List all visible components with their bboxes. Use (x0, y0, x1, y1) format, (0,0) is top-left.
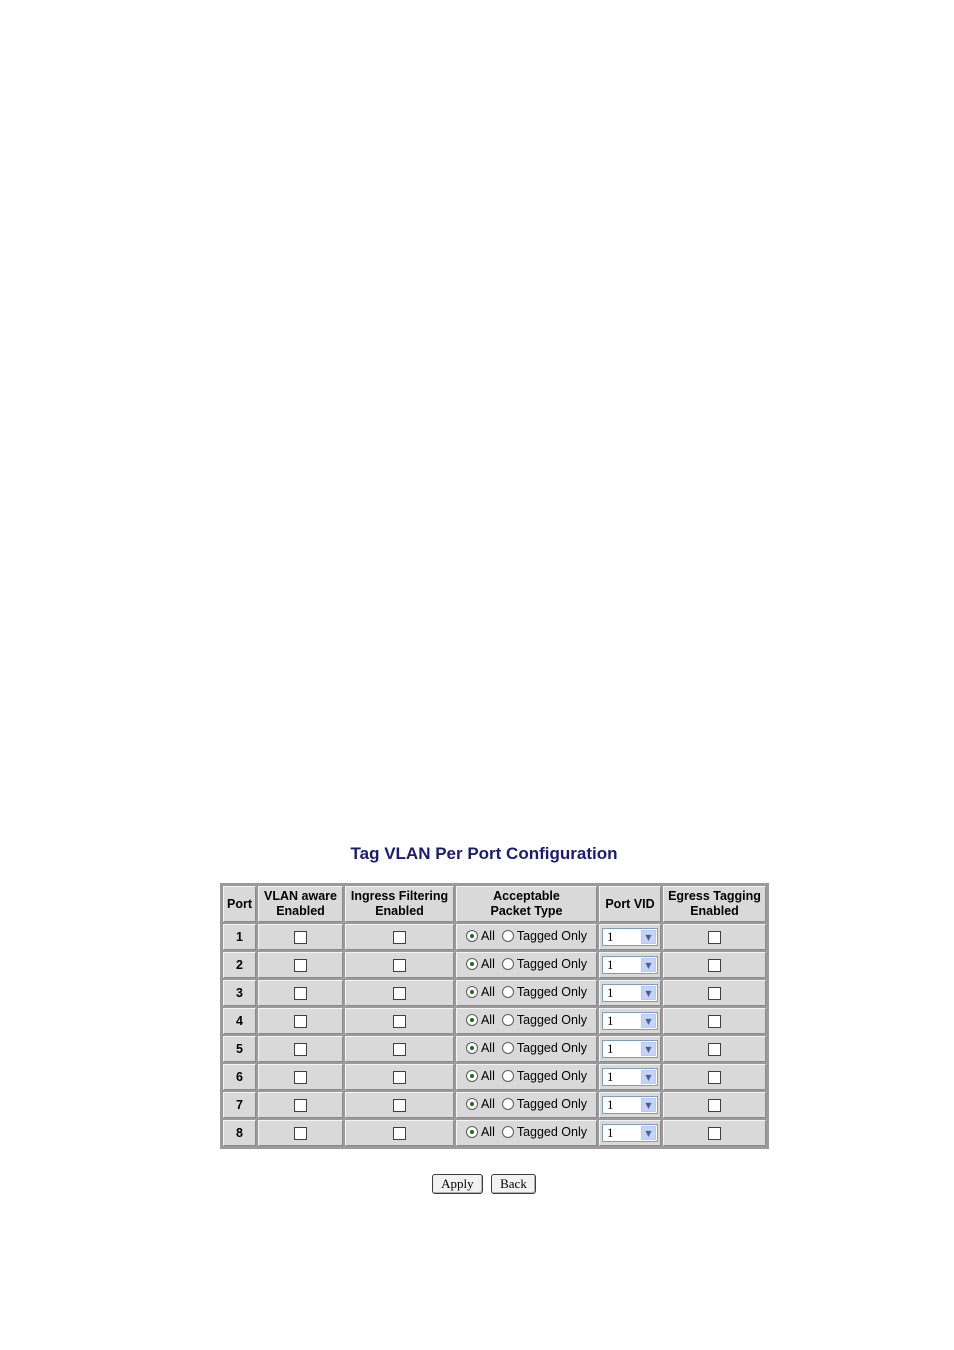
table-row (223, 1092, 766, 1118)
egress-tagging-cell (663, 1036, 766, 1062)
header-vlan-aware-line2: Enabled (276, 904, 325, 918)
packet-type-all-option[interactable] (466, 1125, 495, 1139)
header-port: Port (223, 886, 256, 922)
radio-tagged-only-label: Tagged Only (516, 1069, 588, 1083)
header-port-vid: Port VID (599, 886, 661, 922)
packet-type-cell (456, 1036, 597, 1062)
port-vid-select[interactable] (602, 956, 658, 974)
vlan-aware-checkbox[interactable] (294, 987, 307, 1000)
packet-type-tagged-option[interactable] (502, 1069, 587, 1083)
port-number: 5 (223, 1036, 256, 1062)
table-row (223, 924, 766, 950)
egress-tagging-cell (663, 1008, 766, 1034)
radio-all-label: All (480, 1069, 495, 1083)
port-vid-select[interactable] (602, 1096, 658, 1114)
packet-type-all-option[interactable] (466, 1041, 495, 1055)
vlan-aware-cell (258, 1008, 343, 1034)
packet-type-cell (456, 1092, 597, 1118)
radio-all-label: All (480, 985, 495, 999)
port-vid-value: 1 (607, 1041, 614, 1056)
ingress-filtering-checkbox[interactable] (393, 1043, 406, 1056)
egress-tagging-checkbox[interactable] (708, 931, 721, 944)
port-vid-select[interactable] (602, 1124, 658, 1142)
radio-all[interactable] (466, 1070, 478, 1082)
port-vid-select[interactable] (602, 1012, 658, 1030)
radio-tagged-only[interactable] (502, 1098, 514, 1110)
port-vid-cell (599, 980, 661, 1006)
table-row (223, 1064, 766, 1090)
table-header-row (223, 886, 766, 922)
ingress-filtering-cell (345, 952, 454, 978)
radio-tagged-only[interactable] (502, 1042, 514, 1054)
packet-type-tagged-option[interactable] (502, 1125, 587, 1139)
header-acceptable-packet-type (456, 886, 597, 922)
page-title: Tag VLAN Per Port Configuration (350, 844, 618, 863)
ingress-filtering-checkbox[interactable] (393, 931, 406, 944)
ingress-filtering-checkbox[interactable] (393, 1127, 406, 1140)
port-vid-value: 1 (607, 929, 614, 944)
chevron-down-icon[interactable]: ▼ (641, 986, 656, 1000)
back-button[interactable]: Back (491, 1174, 536, 1194)
port-number: 3 (223, 980, 256, 1006)
radio-all[interactable] (466, 1126, 478, 1138)
egress-tagging-checkbox[interactable] (708, 1043, 721, 1056)
header-egress-tagging (663, 886, 766, 922)
egress-tagging-checkbox[interactable] (708, 1099, 721, 1112)
ingress-filtering-cell (345, 1008, 454, 1034)
vlan-aware-checkbox[interactable] (294, 1127, 307, 1140)
vlan-aware-cell (258, 980, 343, 1006)
egress-tagging-checkbox[interactable] (708, 987, 721, 1000)
vlan-aware-cell (258, 924, 343, 950)
radio-tagged-only-label: Tagged Only (516, 1125, 588, 1139)
port-vid-cell (599, 1036, 661, 1062)
radio-tagged-only[interactable] (502, 1070, 514, 1082)
chevron-down-icon[interactable]: ▼ (641, 1070, 656, 1084)
port-number: 7 (223, 1092, 256, 1118)
port-number: 2 (223, 952, 256, 978)
vlan-aware-cell (258, 952, 343, 978)
port-vid-value: 1 (607, 957, 614, 972)
port-vid-value: 1 (607, 1013, 614, 1028)
vlan-aware-checkbox[interactable] (294, 931, 307, 944)
egress-tagging-checkbox[interactable] (708, 1127, 721, 1140)
port-vid-cell (599, 1092, 661, 1118)
header-vlan-aware (258, 886, 343, 922)
egress-tagging-checkbox[interactable] (708, 1071, 721, 1084)
packet-type-all-option[interactable] (466, 985, 495, 999)
port-vid-cell (599, 1064, 661, 1090)
port-vid-select[interactable] (602, 1068, 658, 1086)
ingress-filtering-checkbox[interactable] (393, 1015, 406, 1028)
egress-tagging-cell (663, 924, 766, 950)
port-number: 1 (223, 924, 256, 950)
egress-tagging-cell (663, 952, 766, 978)
chevron-down-icon[interactable]: ▼ (641, 1126, 656, 1140)
ingress-filtering-cell (345, 1064, 454, 1090)
table-row (223, 1120, 766, 1146)
egress-tagging-checkbox[interactable] (708, 959, 721, 972)
port-vid-value: 1 (607, 1125, 614, 1140)
radio-all-label: All (480, 929, 495, 943)
radio-all[interactable] (466, 1014, 478, 1026)
radio-tagged-only-label: Tagged Only (516, 1041, 588, 1055)
port-vid-value: 1 (607, 1069, 614, 1084)
port-number: 6 (223, 1064, 256, 1090)
packet-type-cell (456, 1064, 597, 1090)
packet-type-tagged-option[interactable] (502, 1041, 587, 1055)
table-row (223, 952, 766, 978)
radio-tagged-only[interactable] (502, 1126, 514, 1138)
radio-tagged-only-label: Tagged Only (516, 1097, 588, 1111)
ingress-filtering-checkbox[interactable] (393, 959, 406, 972)
ingress-filtering-checkbox[interactable] (393, 987, 406, 1000)
radio-all-label: All (480, 1097, 495, 1111)
table-row (223, 1036, 766, 1062)
port-vid-value: 1 (607, 985, 614, 1000)
radio-tagged-only-label: Tagged Only (516, 929, 588, 943)
packet-type-cell (456, 1008, 597, 1034)
radio-all[interactable] (466, 930, 478, 942)
radio-all[interactable] (466, 1042, 478, 1054)
radio-all[interactable] (466, 986, 478, 998)
port-config-table (220, 883, 769, 1149)
vlan-aware-cell (258, 1036, 343, 1062)
vlan-aware-checkbox[interactable] (294, 1043, 307, 1056)
chevron-down-icon[interactable]: ▼ (641, 1098, 656, 1112)
table-row (223, 1008, 766, 1034)
ingress-filtering-cell (345, 1120, 454, 1146)
button-bar (199, 1174, 769, 1194)
egress-tagging-cell (663, 1064, 766, 1090)
vlan-aware-cell (258, 1120, 343, 1146)
packet-type-cell (456, 924, 597, 950)
packet-type-all-option[interactable] (466, 1069, 495, 1083)
port-number: 8 (223, 1120, 256, 1146)
header-egress-line1: Egress Tagging (668, 889, 761, 903)
radio-all[interactable] (466, 958, 478, 970)
chevron-down-icon[interactable]: ▼ (641, 930, 656, 944)
header-ingress-filtering (345, 886, 454, 922)
apply-button[interactable]: Apply (432, 1174, 483, 1194)
packet-type-tagged-option[interactable] (502, 929, 587, 943)
header-egress-line2: Enabled (690, 904, 739, 918)
radio-tagged-only-label: Tagged Only (516, 1013, 588, 1027)
chevron-down-icon[interactable]: ▼ (641, 1042, 656, 1056)
table-body (223, 924, 766, 1146)
vlan-aware-checkbox[interactable] (294, 1071, 307, 1084)
vlan-aware-cell (258, 1064, 343, 1090)
ingress-filtering-checkbox[interactable] (393, 1099, 406, 1112)
egress-tagging-cell (663, 1092, 766, 1118)
vlan-aware-checkbox[interactable] (294, 1099, 307, 1112)
radio-tagged-only-label: Tagged Only (516, 985, 588, 999)
radio-tagged-only[interactable] (502, 930, 514, 942)
radio-all-label: All (480, 1041, 495, 1055)
port-number: 4 (223, 1008, 256, 1034)
chevron-down-icon[interactable]: ▼ (641, 958, 656, 972)
packet-type-tagged-option[interactable] (502, 1097, 587, 1111)
radio-all[interactable] (466, 1098, 478, 1110)
packet-type-tagged-option[interactable] (502, 1013, 587, 1027)
packet-type-all-option[interactable] (466, 1013, 495, 1027)
vlan-aware-cell (258, 1092, 343, 1118)
ingress-filtering-checkbox[interactable] (393, 1071, 406, 1084)
packet-type-cell (456, 980, 597, 1006)
ingress-filtering-cell (345, 924, 454, 950)
radio-all-label: All (480, 1125, 495, 1139)
egress-tagging-cell (663, 1120, 766, 1146)
packet-type-all-option[interactable] (466, 929, 495, 943)
vlan-aware-checkbox[interactable] (294, 959, 307, 972)
ingress-filtering-cell (345, 1092, 454, 1118)
vlan-aware-checkbox[interactable] (294, 1015, 307, 1028)
vlan-config-panel (199, 833, 769, 1208)
header-acceptable-line2: Packet Type (490, 904, 563, 918)
packet-type-tagged-option[interactable] (502, 985, 587, 999)
port-vid-cell (599, 952, 661, 978)
radio-all-label: All (480, 957, 495, 971)
egress-tagging-checkbox[interactable] (708, 1015, 721, 1028)
packet-type-all-option[interactable] (466, 1097, 495, 1111)
header-ingress-line2: Enabled (375, 904, 424, 918)
egress-tagging-cell (663, 980, 766, 1006)
header-ingress-line1: Ingress Filtering (350, 889, 449, 903)
ingress-filtering-cell (345, 980, 454, 1006)
port-vid-cell (599, 924, 661, 950)
port-vid-select[interactable] (602, 928, 658, 946)
radio-tagged-only[interactable] (502, 1014, 514, 1026)
port-vid-cell (599, 1120, 661, 1146)
port-vid-select[interactable] (602, 1040, 658, 1058)
radio-tagged-only[interactable] (502, 958, 514, 970)
header-vlan-aware-line1: VLAN aware (264, 889, 337, 903)
radio-all-label: All (480, 1013, 495, 1027)
table-row (223, 980, 766, 1006)
ingress-filtering-cell (345, 1036, 454, 1062)
packet-type-cell (456, 952, 597, 978)
chevron-down-icon[interactable]: ▼ (641, 1014, 656, 1028)
packet-type-all-option[interactable] (466, 957, 495, 971)
port-vid-select[interactable] (602, 984, 658, 1002)
header-acceptable-line1: Acceptable (493, 889, 560, 903)
port-vid-value: 1 (607, 1097, 614, 1112)
port-vid-cell (599, 1008, 661, 1034)
packet-type-cell (456, 1120, 597, 1146)
radio-tagged-only-label: Tagged Only (516, 957, 588, 971)
radio-tagged-only[interactable] (502, 986, 514, 998)
packet-type-tagged-option[interactable] (502, 957, 587, 971)
